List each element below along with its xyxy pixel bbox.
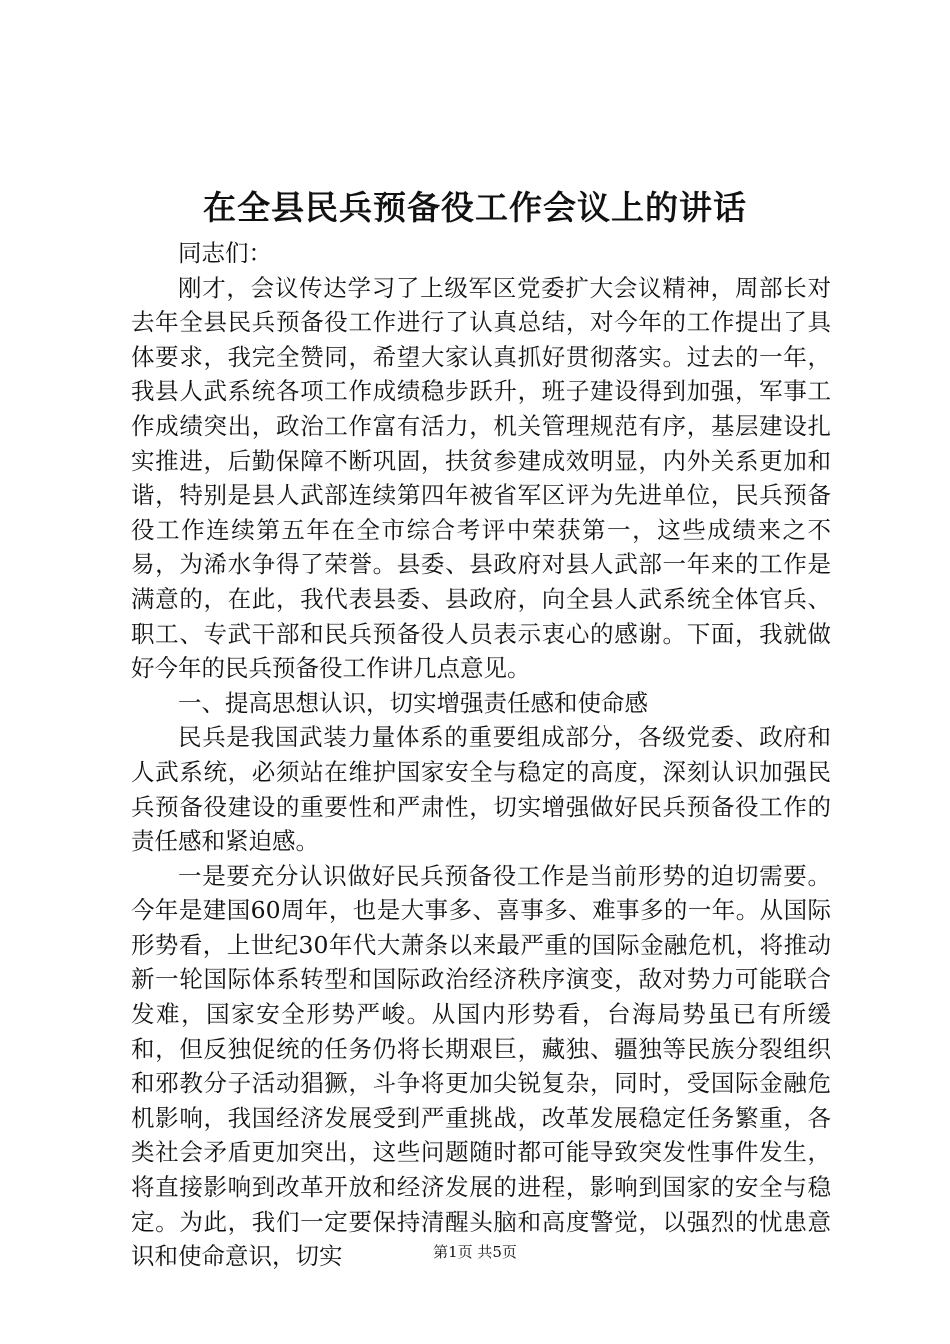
page-number-footer: 第1页 共5页 — [433, 1243, 517, 1261]
document-body — [131, 236, 831, 1274]
paragraph-militia-importance: 民兵是我国武装力量体系的重要组成部分，各级党委、政府和人武系统，必须站在维护国家安全与稳定的高度，深刻认识加强民兵预备役建设的重要性和严肃性，切实增强做好民兵预备役工作的责任感和紧迫感。 — [131, 723, 831, 856]
section-heading-1: 一、提高思想认识，切实增强责任感和使命感 — [178, 688, 648, 717]
salutation: 同志们： — [178, 239, 272, 267]
document-title: 在全县民兵预备役工作会议上的讲话 — [203, 188, 747, 227]
paragraph-opening: 刚才，会议传达学习了上级军区党委扩大会议精神，周部长对去年全县民兵预备役工作进行了认真总结，对今年的工作提出了具体要求，我完全赞同，希望大家认真抓好贯彻落实。过去的一年，我县人武系统各项工作成绩稳步跃升，班子建设得到加强，军事工作成绩突出，政治工作富有活力，机关管理规范有序，基层建设扎实推进，后勤保障不断巩固，扶贫参建成效明显，内外关系更加和谐，特别是县人武部连续第四年被省军区评为先进单位，民兵预备役工作连续第五年在全市综合考评中荣获第一，这些成绩来之不易，为浠水争得了荣誉。县委、县政府对县人武部一年来的工作是满意的，在此，我代表县委、县政府，向全县人武系统全体官兵、职工、专武干部和民兵预备役人员表示衷心的感谢。下面，我就做好今年的民兵预备役工作讲几点意见。 — [131, 273, 831, 683]
paragraph-situation: 一是要充分认识做好民兵预备役工作是当前形势的迫切需要。今年是建国60周年，也是大事多、喜事多、难事多的一年。从国际形势看，上世纪30年代大萧条以来最严重的国际金融危机，将推动新一轮国际体系转型和国际政治经济秩序演变，敌对势力可能联合发难，国家安全形势严峻。从国内形势看，台海局势虽已有所缓和，但反独促统的任务仍将长期艰巨，藏独、疆独等民族分裂组织和邪教分子活动猖獗，斗争将更加尖锐复杂，同时，受国际金融危机影响，我国经济发展受到严重挑战，改革发展稳定任务繁重，各类社会矛盾更加突出，这些问题随时都可能导致突发性事件发生，将直接影响到改革开放和经济发展的进程，影响到国家的安全与稳定。为此，我们一定要保持清醒头脑和高度警觉，以强烈的忧患意识和使命意识，切实 — [131, 861, 831, 1271]
